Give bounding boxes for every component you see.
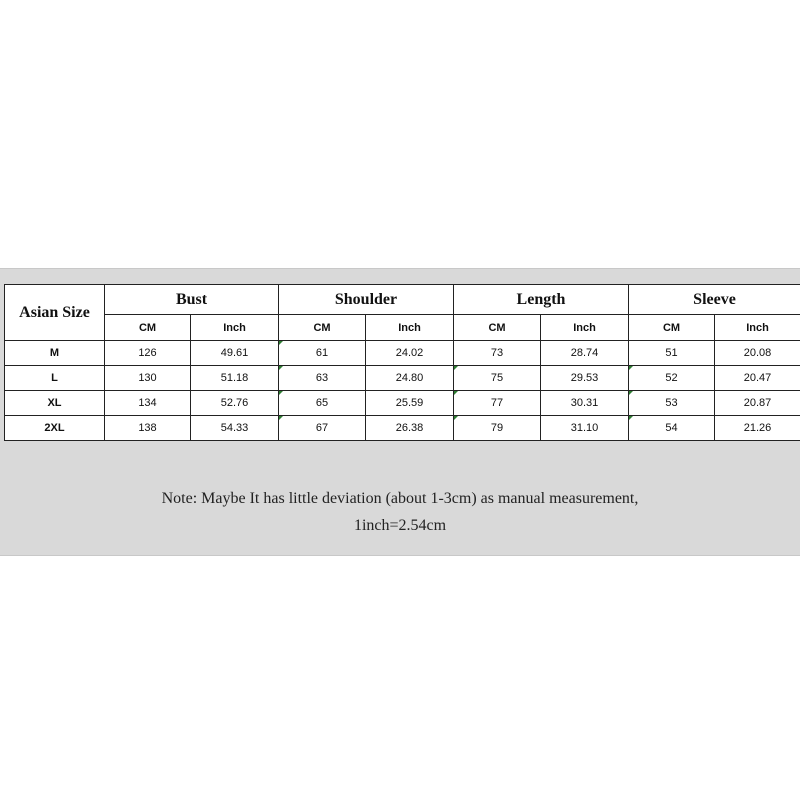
shoulder-cm-header: CM [279, 315, 366, 341]
bust-cm-header: CM [105, 315, 191, 341]
length-cm-cell: 75 [454, 366, 541, 391]
shoulder-inch-cell: 26.38 [366, 416, 454, 441]
sleeve-cm-cell: 51 [629, 341, 715, 366]
shoulder-cm-cell: 67 [279, 416, 366, 441]
shoulder-inch-cell: 24.80 [366, 366, 454, 391]
bust-cm-cell: 126 [105, 341, 191, 366]
group-header-row [5, 285, 800, 315]
shoulder-inch-cell: 24.02 [366, 341, 454, 366]
bust-inch-header: Inch [191, 315, 279, 341]
length-inch-cell: 30.31 [541, 391, 629, 416]
bust-header: Bust [105, 285, 279, 315]
length-cm-header: CM [454, 315, 541, 341]
sleeve-cm-cell: 52 [629, 366, 715, 391]
bust-inch-cell: 54.33 [191, 416, 279, 441]
table-row [5, 416, 800, 441]
sleeve-inch-cell: 21.26 [715, 416, 800, 441]
length-inch-cell: 28.74 [541, 341, 629, 366]
length-header: Length [454, 285, 629, 315]
shoulder-cm-cell: 63 [279, 366, 366, 391]
sleeve-header: Sleeve [629, 285, 800, 315]
length-cm-cell: 79 [454, 416, 541, 441]
shoulder-inch-header: Inch [366, 315, 454, 341]
sleeve-inch-cell: 20.87 [715, 391, 800, 416]
measurement-note: Note: Maybe It has little deviation (about 1-3cm) as manual measurement, [161, 490, 639, 507]
length-inch-header: Inch [541, 315, 629, 341]
bust-inch-cell: 51.18 [191, 366, 279, 391]
shoulder-inch-cell: 25.59 [366, 391, 454, 416]
bust-cm-cell: 130 [105, 366, 191, 391]
length-inch-cell: 31.10 [541, 416, 629, 441]
bust-inch-cell: 52.76 [191, 391, 279, 416]
table-row [5, 391, 800, 416]
asian-size-header: Asian Size [5, 285, 105, 341]
bust-cm-cell: 134 [105, 391, 191, 416]
sleeve-cm-cell: 53 [629, 391, 715, 416]
sleeve-inch-header: Inch [715, 315, 800, 341]
conversion-note: 1inch=2.54cm [353, 517, 447, 534]
length-cm-cell: 77 [454, 391, 541, 416]
sleeve-cm-cell: 54 [629, 416, 715, 441]
table-row [5, 341, 800, 366]
sleeve-inch-cell: 20.47 [715, 366, 800, 391]
sleeve-inch-cell: 20.08 [715, 341, 800, 366]
size-cell: XL [5, 391, 105, 416]
shoulder-cm-cell: 65 [279, 391, 366, 416]
length-cm-cell: 73 [454, 341, 541, 366]
bust-inch-cell: 49.61 [191, 341, 279, 366]
size-cell: 2XL [5, 416, 105, 441]
length-inch-cell: 29.53 [541, 366, 629, 391]
size-chart-table [4, 284, 800, 441]
table-row [5, 366, 800, 391]
shoulder-header: Shoulder [279, 285, 454, 315]
bust-cm-cell: 138 [105, 416, 191, 441]
size-cell: M [5, 341, 105, 366]
shoulder-cm-cell: 61 [279, 341, 366, 366]
size-cell: L [5, 366, 105, 391]
unit-header-row [5, 315, 800, 341]
sleeve-cm-header: CM [629, 315, 715, 341]
